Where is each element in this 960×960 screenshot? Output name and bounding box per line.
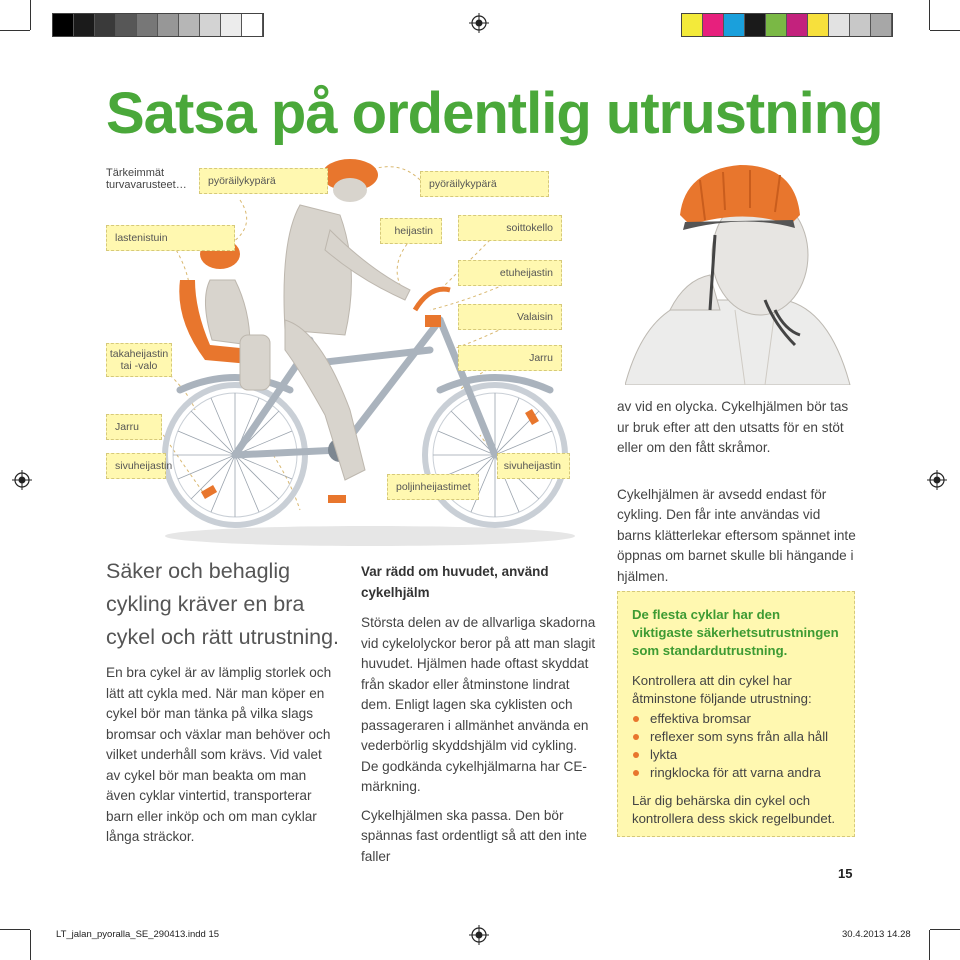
list-item: effektiva bromsar (632, 710, 840, 728)
crop-mark (930, 30, 960, 31)
footer-filename: LT_jalan_pyoralla_SE_290413.indd 15 (56, 929, 220, 940)
color-swatch (724, 14, 745, 36)
footer-timestamp: 30.4.2013 14.28 (842, 929, 911, 940)
color-swatch (787, 14, 808, 36)
lead-paragraph: Säker och behaglig cykling kräver en bra cykel och rätt utrustning. (106, 559, 340, 649)
label-front-reflector: etuheijastin (458, 260, 562, 286)
page-number: 15 (838, 866, 853, 881)
color-swatch (703, 14, 724, 36)
label-rear-reflector: takaheijastin tai -valo (106, 343, 172, 377)
label-pedal-reflectors: poljinheijastimet (387, 474, 479, 500)
label-bell: soittokello (458, 215, 562, 241)
infobox-intro: Kontrollera att din cykel har åtminstone följande utrustning: (632, 673, 812, 706)
helmet-heading: Var rädd om huvudet, använd cykelhjälm (361, 564, 549, 600)
registration-mark-icon (927, 470, 947, 490)
list-item: ringklocka för att varna andra (632, 764, 840, 782)
color-swatch (808, 14, 829, 36)
grayscale-color-bar (52, 13, 264, 37)
color-swatch (179, 14, 200, 36)
crop-mark (929, 0, 930, 30)
label-helmet-adult: pyöräilykypärä (420, 171, 549, 197)
label-child-seat: lastenistuin (106, 225, 235, 251)
page-title: Satsa på ordentlig utrustning (106, 81, 883, 146)
color-swatch (682, 14, 703, 36)
infobox-outro: Lär dig behärska din cykel och kontrollera dess skick regelbundet. (632, 793, 836, 826)
color-swatch (766, 14, 787, 36)
registration-mark-icon (12, 470, 32, 490)
color-swatch (871, 14, 892, 36)
right-paragraph-1: av vid en olycka. Cykelhjälmen bör tas ur bruk efter att den utsatts för en stöt eller om den fått skråmor. (617, 399, 849, 455)
color-swatch (745, 14, 766, 36)
color-swatch (221, 14, 242, 36)
infobox-heading: De flesta cyklar har den viktigaste säkerhetsutrustningen som standardutrustning. (632, 607, 839, 658)
color-swatch (137, 14, 158, 36)
right-column (617, 397, 857, 595)
color-swatch (242, 14, 263, 36)
color-swatch (95, 14, 116, 36)
crop-mark (930, 929, 960, 930)
label-reflector: heijastin (380, 218, 442, 244)
color-swatch (200, 14, 221, 36)
middle-column (361, 562, 596, 875)
registration-mark-icon (469, 925, 489, 945)
helmet-fastening-illustration (625, 160, 855, 385)
label-helmet-child: pyöräilykypärä (199, 168, 328, 194)
color-swatch (158, 14, 179, 36)
crop-mark (30, 0, 31, 30)
registration-mark-icon (469, 13, 489, 33)
right-paragraph-2: Cykelhjälmen är avsedd endast för cykling. Den får inte användas vid barns klätterlekar eftersom spännet inte öppnas om barnet skulle bli hängande i hjälmen. (617, 486, 856, 584)
label-side-reflector-left: sivuheijastin (106, 453, 166, 479)
label-side-reflector-right: sivuheijastin (497, 453, 570, 479)
label-brake-left: Jarru (106, 414, 162, 440)
left-column-body (106, 663, 338, 856)
helmet-paragraph-1: Största delen av de allvarliga skadorna vid cykelolyckor beror på att man slagit huvudet. Hjälmen hade oftast skyddat från skador eller åtminstone lindrat dem. Enligt lagen ska cyklisten och passageraren i allmänhet använda en vederbörlig skyddshjälm vid cykling. De godkända cykelhjälmarna har CE-märkning. (361, 615, 596, 794)
left-body-paragraph: En bra cykel är av lämplig storlek och lätt att cykla med. När man köper en cykel bör man tänka på vilka slags bromsar och växlar man behöver och vilket underhåll som krävs. Vid valet av cykel bör man beakta om man även cyklar vintertid, transporterar barn eller inköp och om man cyklar långa sträckor. (106, 665, 332, 844)
list-item: reflexer som syns från alla håll (632, 728, 840, 746)
cmyk-color-bar (681, 13, 893, 37)
illustration-intro: Tärkeimmät turvavarusteet… (106, 167, 187, 191)
equipment-infobox (617, 591, 855, 837)
label-light: Valaisin (458, 304, 562, 330)
color-swatch (74, 14, 95, 36)
crop-mark (0, 30, 30, 31)
helmet-paragraph-2: Cykelhjälmen ska passa. Den bör spännas fast ordentligt så att den inte faller (361, 807, 587, 864)
crop-mark (0, 929, 30, 930)
label-brake-right: Jarru (458, 345, 562, 371)
list-item: lykta (632, 746, 840, 764)
color-swatch (116, 14, 137, 36)
crop-mark (30, 930, 31, 960)
color-swatch (53, 14, 74, 36)
equipment-list (632, 710, 840, 782)
crop-mark (929, 930, 930, 960)
color-swatch (829, 14, 850, 36)
color-swatch (850, 14, 871, 36)
